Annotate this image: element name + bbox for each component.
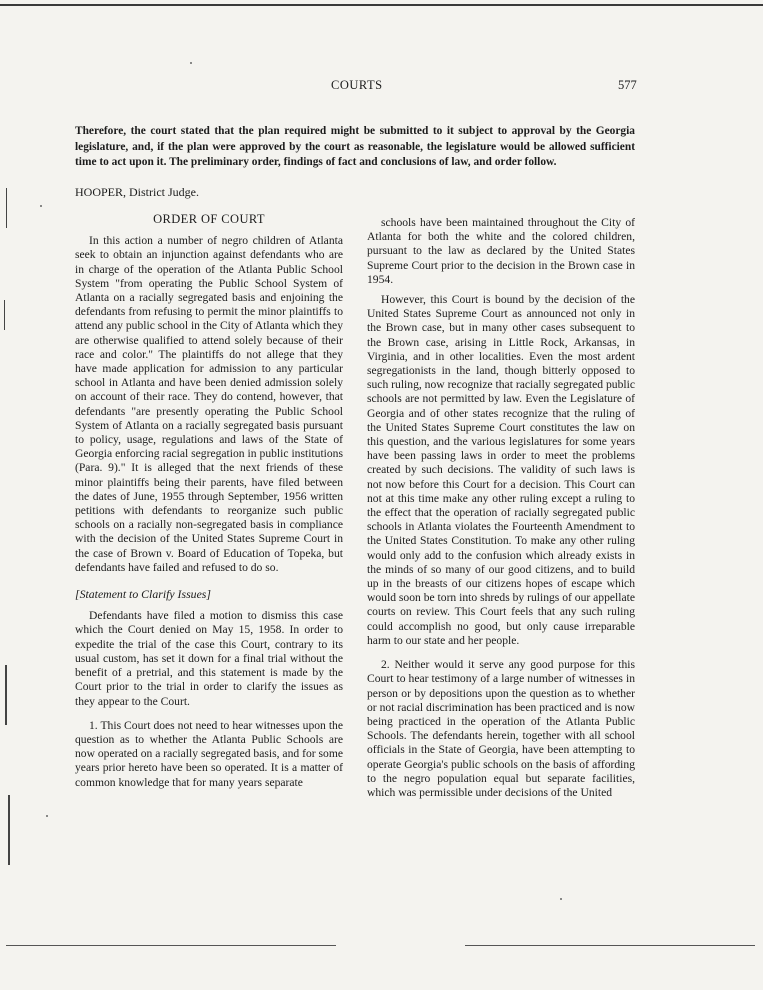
scan-mark — [8, 795, 10, 865]
bottom-rule-left — [6, 945, 336, 946]
scan-mark — [5, 665, 7, 725]
page-number: 577 — [618, 78, 637, 92]
scan-mark — [4, 300, 5, 330]
paragraph: However, this Court is bound by the decision of the United States Supreme Court as announced not only in the Brown case, but in many other cases subsequent to the Brown case, arising in Little Rock, Arkansas, in Virginia, and in other localities. Even the most ardent segregationists in the land, though bitterly opposed to such ruling, now recognize that racially segregated public schools are not permitted by law. Even the Legislature of Georgia and of other states recognize that the ruling of the United States Supreme Court constitutes the law on this question, and the various legislatures for some years have been passing laws in order to meet the problems created by such decisions. The validity of such laws is not now before this Court for a decision. This Court can not at this time make any other ruling except a ruling to the effect that the operation of racially segregated public schools in Atlanta violates the Fourteenth Amendment to the United States Constitution. To make any other ruling would only add to the confusion which already exists in the minds of so many of our good citizens, and to build up in the breasts of our citizens hopes of escape which would soon be torn into shreds by rulings of our appellate courts on review. This Court feels that any such ruling could accomplish no good, but only cause irreparable harm to our state and her people. — [367, 293, 635, 647]
page-header — [0, 78, 763, 98]
scan-speck — [560, 898, 562, 900]
paragraph: Defendants have filed a motion to dismiss this case which the Court denied on May 15, 1958. In order to expedite the trial of the case this Court, contrary to its usual custom, has set it down for a final trial without the benefit of a pretrial, and this statement is made by the Court prior to the trial in order to clarify the issues as they appear to the Court. — [75, 609, 343, 708]
running-head: COURTS — [331, 78, 383, 92]
left-column — [75, 212, 343, 796]
paragraph: 1. This Court does not need to hear witnesses upon the question as to whether the Atlanta Public Schools are now operated on a racially segregated basis, and for some years prior hereto have been so operated. It is a matter of common knowledge that for many years separate — [75, 718, 343, 789]
headnote: Therefore, the court stated that the plan required might be submitted to it subject to approval by the Georgia legislature, and, if the plan were approved by the court as reasonable, the legislature would be allowed sufficient time to act upon it. The preliminary order, findings of fact and conclusions of law, and order follow. — [75, 125, 635, 168]
paragraph: In this action a number of negro children of Atlanta seek to obtain an injunction against defendants who are in charge of the operation of the Atlanta Public School System "from operating the Public School System of Atlanta on a racially segregated basis and enjoining the defendants from refusing to permit the minor plaintiffs to attend any public school in the City of Atlanta which they are otherwise qualified to attend solely because of their race and color." The plaintiffs do not allege that they have made application for admission to any particular school in Atlanta and have been denied admission solely on account of their race. They do contend, however, that defendants "are presently operating the Public School System of Atlanta on a racially segregated basis pursuant to policy, usage, regulations and laws of the State of Georgia enforcing racial segregation in public institutions (Para. 9)." It is alleged that the next friends of these minor plaintiffs being their parents, have filed between the dates of June, 1955 through September, 1956 written petitions with defendants to reorganize such public schools on a racially non-segregated basis in compliance with the decision of the United States Supreme Court in the case of Brown v. Board of Education of Topeka, but defendants have failed and refused to do so. — [75, 234, 343, 574]
paragraph: 2. Neither would it serve any good purpose for this Court to hear testimony of a large number of witnesses in person or by depositions upon the question as to whether or not racial discrimination has been practiced and is now being practiced in the operation of the Atlanta Public Schools. The defendants herein, together with all school officials in the State of Georgia, have been attempting to operate Georgia's public schools on the basis of affording to the negro population equal but separate facilities, which was permissible under decisions of the United — [367, 658, 635, 799]
bottom-rule-right — [465, 945, 755, 946]
top-border-rule — [0, 4, 763, 6]
scan-mark — [6, 188, 7, 228]
scan-speck — [40, 205, 42, 207]
judge-name: HOOPER, District Judge. — [75, 185, 199, 199]
right-column — [367, 216, 635, 806]
paragraph: schools have been maintained throughout the City of Atlanta for both the white and the colored children, pursuant to the law as declared by the United States Supreme Court prior to the decision in the Brown case in 1954. — [367, 216, 635, 286]
order-heading: ORDER OF COURT — [153, 212, 265, 226]
scan-speck — [190, 62, 192, 64]
scan-speck — [46, 815, 48, 817]
section-subheading: [Statement to Clarify Issues] — [75, 587, 211, 602]
